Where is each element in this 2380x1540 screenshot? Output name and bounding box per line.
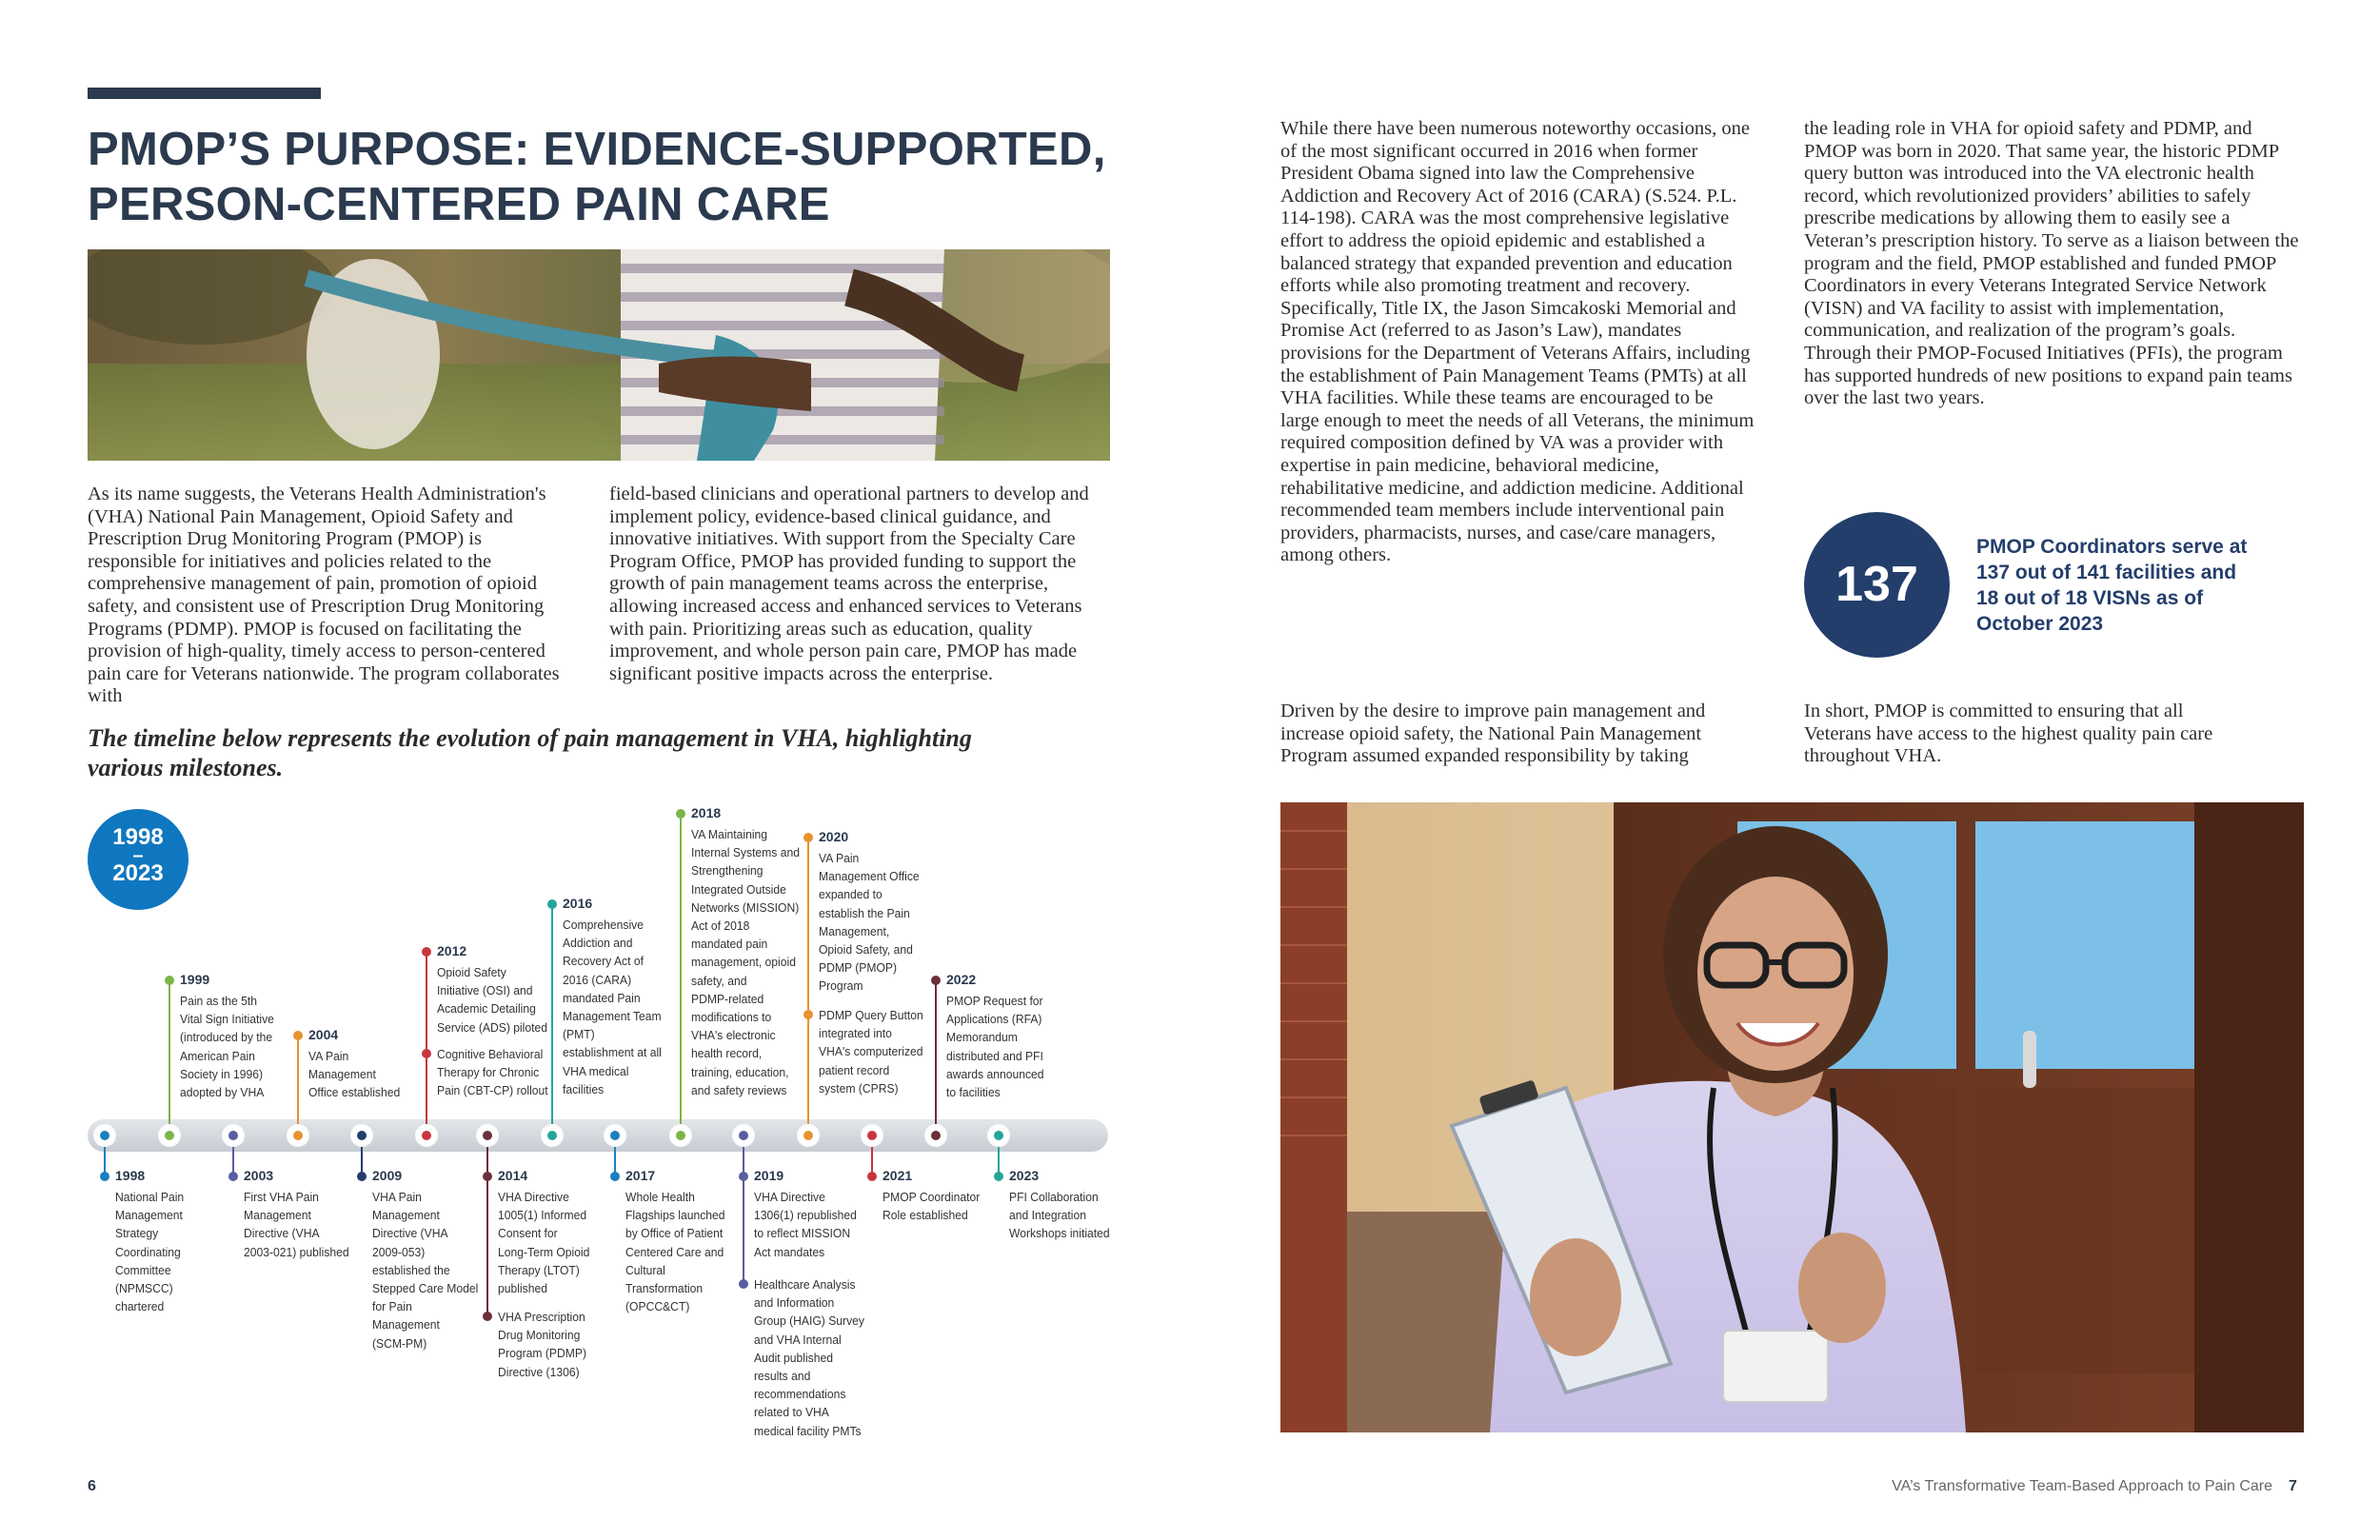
timeline-text-line: Addiction and	[563, 936, 633, 951]
timeline-text-line: Comprehensive	[563, 918, 644, 932]
timeline-text-line: American Pain	[180, 1048, 255, 1063]
timeline-text-line: distributed and PFI	[946, 1048, 1043, 1063]
timeline-text-line: National Pain	[115, 1190, 185, 1204]
timeline-text-line: Management	[115, 1208, 183, 1223]
timeline-text-line: Management	[372, 1317, 440, 1333]
timeline-text-line: Centered Care and	[625, 1244, 724, 1259]
timeline-text-line: system (CPRS)	[819, 1080, 899, 1096]
timeline-dot-center	[931, 1131, 941, 1140]
timeline-text-line: Workshops initiated	[1009, 1226, 1110, 1241]
timeline-text-line: Consent for	[498, 1226, 558, 1241]
timeline-event-extra-text	[754, 1275, 864, 1440]
timeline-text-line: VHA Pain	[372, 1190, 422, 1204]
right-column-2-bottom: In short, PMOP is committed to ensuring that all Veterans have access to the highest quality pain care throughout VHA.	[1804, 701, 2213, 767]
timeline-text-line: VA Pain	[308, 1049, 349, 1063]
timeline-dot-center	[165, 1131, 174, 1140]
timeline-text-line: 2003-021) published	[244, 1244, 349, 1259]
timeline-text-line: VHA Directive	[754, 1190, 825, 1204]
timeline-text-line: Management	[308, 1067, 376, 1082]
timeline-text-line: Memorandum	[946, 1030, 1018, 1045]
timeline-dot	[417, 1126, 436, 1145]
timeline-text-line: to reflect MISSION	[754, 1226, 851, 1241]
timeline-dot	[734, 1126, 753, 1145]
timeline-year: 2020	[819, 829, 849, 844]
timeline-text-line: VHA Prescription	[498, 1310, 585, 1324]
right-page-number: 7	[2289, 1478, 2297, 1494]
timeline-text-line: Cultural	[625, 1262, 665, 1277]
timeline-text-line: Role established	[883, 1208, 968, 1223]
timeline-text-line: 1306(1) republished	[754, 1208, 857, 1223]
timeline-text-line: Pain (CBT-CP) rollout	[437, 1083, 548, 1098]
timeline-range-badge: 1998 – 2023	[88, 809, 188, 910]
timeline-text-line: Opioid Safety	[437, 965, 506, 979]
timeline-text-line: and Integration	[1009, 1208, 1086, 1223]
timeline-text-line: PDMP-related	[691, 991, 764, 1006]
timeline-dot-center	[610, 1131, 620, 1140]
timeline-dot	[95, 1126, 114, 1145]
timeline-text-line: establish the Pain	[819, 905, 910, 920]
timeline-text-line: Therapy (LTOT)	[498, 1262, 580, 1277]
timeline-text-line: established the	[372, 1262, 450, 1277]
timeline-event-text	[498, 1188, 589, 1297]
timeline-text-line: 1005(1) Informed	[498, 1208, 587, 1223]
timeline-text-line: mandated Pain	[563, 990, 641, 1005]
timeline-event-text	[1009, 1188, 1110, 1243]
timeline-text-line: PMOP Request for	[946, 994, 1043, 1008]
timeline-sub-pin	[739, 1279, 748, 1289]
timeline-year: 2021	[883, 1168, 913, 1183]
timeline-text-line: facilities	[563, 1081, 605, 1096]
timeline-text-line: Directive (1306)	[498, 1364, 580, 1379]
timeline-dot-center	[422, 1131, 431, 1140]
timeline-text-line: Strategy	[115, 1226, 159, 1241]
timeline-text-line: PDMP (PMOP)	[819, 960, 898, 976]
timeline-dot	[605, 1126, 625, 1145]
timeline-text-line: safety, and	[691, 973, 747, 988]
timeline-dot	[799, 1126, 818, 1145]
timeline-year: 2014	[498, 1168, 528, 1183]
timeline-text-line: VA Pain	[819, 851, 860, 865]
timeline-year: 1998	[115, 1168, 146, 1183]
timeline-dot	[671, 1126, 690, 1145]
page-title-line1: PMOP’S PURPOSE: EVIDENCE-SUPPORTED,	[88, 124, 1106, 175]
timeline-dot-center	[293, 1131, 303, 1140]
timeline-text-line: 2016 (CARA)	[563, 972, 632, 987]
intro-column-1: As its name suggests, the Veterans Health Administration's (VHA) National Pain Management, Opioid Safety and Prescription Drug Monitoring Program (PMOP) is responsible for initiatives and policies related to the comprehensive management of pain, promotion of opioid safety, and consistent use of Prescription Drug Monitoring Programs (PDMP). PMOP is focused on facilitating the provision of high-quality, timely access to person-centered pain care for Veterans nationwide. The program collaborates with	[88, 484, 560, 707]
timeline-text-line: Management	[372, 1208, 440, 1223]
timeline-dot	[160, 1126, 179, 1145]
timeline-text-line: Whole Health	[625, 1190, 695, 1204]
timeline-text-line: Committee	[115, 1262, 171, 1277]
timeline-text-line: PMOP Coordinator	[883, 1190, 981, 1204]
timeline-sub-pin	[483, 1312, 492, 1321]
timeline-dot	[989, 1126, 1008, 1145]
timeline-text-line: VHA's computerized	[819, 1044, 923, 1059]
timeline-dot	[478, 1126, 497, 1145]
timeline-text-line: (SCM-PM)	[372, 1335, 427, 1351]
timeline-pin	[483, 1172, 492, 1181]
timeline-event-text	[437, 963, 547, 1037]
timeline-text-line: by Office of Patient	[625, 1226, 724, 1241]
timeline-text-line: mandated pain	[691, 937, 768, 952]
timeline-text-line: modifications to	[691, 1010, 772, 1025]
timeline-dot-center	[739, 1131, 748, 1140]
timeline-year: 2003	[244, 1168, 274, 1183]
timeline-dot	[224, 1126, 243, 1145]
timeline-text-line: Office established	[308, 1085, 401, 1100]
timeline-text-line: for Pain	[372, 1299, 412, 1314]
timeline-text-line: training, education,	[691, 1064, 789, 1079]
timeline-dot-center	[803, 1131, 813, 1140]
timeline-pin	[228, 1172, 238, 1181]
timeline-dot-center	[547, 1131, 557, 1140]
timeline-text-line: Drug Monitoring	[498, 1328, 581, 1343]
timeline-event-extra-text	[498, 1308, 586, 1381]
timeline-event-text	[883, 1188, 980, 1224]
stat-circle: 137	[1804, 512, 1950, 658]
timeline-text-line: and VHA Internal	[754, 1332, 842, 1347]
timeline-year: 2016	[563, 896, 593, 911]
timeline-text-line: Program (PDMP)	[498, 1346, 587, 1361]
timeline-pin	[739, 1172, 748, 1181]
timeline-year: 2023	[1009, 1168, 1040, 1183]
timeline-text-line: Service (ADS) piloted	[437, 1019, 547, 1035]
timeline-event-extra-text	[437, 1045, 548, 1100]
page-title-line2: PERSON-CENTERED PAIN CARE	[88, 179, 830, 230]
timeline-event-text	[180, 992, 274, 1101]
left-page-number: 6	[88, 1478, 96, 1494]
timeline-text-line: Pain as the 5th	[180, 994, 257, 1008]
intro-column-2: field-based clinicians and operational partners to develop and implement policy, evidence-based clinical guidance, and innovative initiatives. With support from the Specialty Care Program Office, PMOP has provided funding to support the growth of pain management teams across the enterprise, allowing increased access and enhanced services to Veterans with pain. Prioritizing areas such as education, quality improvement, and whole person pain care, PMOP has made significant positive impacts across the enterprise.	[609, 484, 1089, 684]
timeline-text-line: related to VHA	[754, 1405, 829, 1420]
timeline-event-text	[372, 1188, 478, 1352]
timeline-stem	[426, 952, 427, 1124]
timeline-pin	[422, 947, 431, 957]
timeline-year: 2019	[754, 1168, 784, 1183]
timeline-text-line: (OPCC&CT)	[625, 1299, 690, 1314]
footer-publication-title: VA’s Transformative Team-Based Approach to Pain Care	[1892, 1478, 2272, 1494]
timeline-text-line: integrated into	[819, 1026, 892, 1041]
timeline-text-line: (PMT)	[563, 1027, 595, 1042]
timeline-pin	[994, 1172, 1003, 1181]
timeline-pin	[676, 809, 685, 819]
timeline-stem	[551, 904, 553, 1124]
timeline-pin	[357, 1172, 367, 1181]
timeline-sub-pin	[422, 1049, 431, 1058]
timeline-text-line: VA Maintaining	[691, 827, 768, 841]
timeline-dot	[863, 1126, 882, 1145]
timeline-text-line: Act of 2018	[691, 918, 750, 934]
timeline-pin	[803, 833, 813, 842]
timeline-event-text	[244, 1188, 349, 1261]
timeline-text-line: Coordinating	[115, 1244, 181, 1259]
timeline-text-line: Networks (MISSION)	[691, 899, 800, 915]
timeline-text-line: First VHA Pain	[244, 1190, 319, 1204]
timeline-text-line: Applications (RFA)	[946, 1012, 1042, 1027]
timeline-dot-center	[483, 1131, 492, 1140]
timeline-event-text	[308, 1047, 400, 1102]
timeline-text-line: and Information	[754, 1295, 835, 1311]
timeline-text-line: Healthcare Analysis	[754, 1277, 856, 1292]
timeline-text-line: Society in 1996)	[180, 1066, 264, 1081]
timeline-text-line: results and	[754, 1369, 811, 1384]
right-column-1-top: While there have been numerous noteworthy occasions, one of the most significant occurred in 2016 when former President Obama signed into law the Comprehensive Addiction and Recovery Act of 2016 (CARA) (S.524. P.L. 114-198). CARA was the most comprehensive legislative effort to address the opioid epidemic and established a balanced strategy that expanded prevention and education efforts while also promoting treatment and recovery. Specifically, Title IX, the Jason Simcakoski Memorial and Promise Act (referred to as Jason’s Law), mandates provisions for the Department of Veterans Affairs, including the establishment of Pain Management Teams (PMTs) at all VHA facilities. While these teams are encouraged to be large enough to meet the needs of all Veterans, the minimum required composition defined by VA was a provider with expertise in pain medicine, behavioral medicine, rehabilitative medicine, and addiction medicine. Additional recommended team members include interventional pain providers, pharmacists, nurses, and case/care managers, among others.	[1280, 118, 1755, 566]
timeline-text-line: Directive (VHA	[372, 1226, 448, 1241]
timeline-text-line: adopted by VHA	[180, 1085, 265, 1100]
timeline-text-line: Flagships launched	[625, 1208, 725, 1223]
timeline-text-line: (introduced by the	[180, 1030, 273, 1045]
timeline-text-line: Management Team	[563, 1009, 662, 1024]
timeline-text-line: expanded to	[819, 887, 883, 902]
timeline-year: 2018	[691, 805, 722, 820]
timeline-pin	[293, 1031, 303, 1040]
timeline-dot	[288, 1126, 307, 1145]
stat-description: PMOP Coordinators serve at 137 out of 141 facilities and 18 out of 18 VISNs as of October 2023	[1976, 536, 2248, 635]
timeline-text-line: (NPMSCC)	[115, 1281, 173, 1296]
timeline-year: 2012	[437, 943, 467, 958]
timeline-text-line: PFI Collaboration	[1009, 1190, 1099, 1204]
timeline-text-line: Vital Sign Initiative	[180, 1012, 274, 1027]
timeline-pin	[867, 1172, 877, 1181]
timeline-text-line: recommendations	[754, 1387, 846, 1402]
timeline-year: 2017	[625, 1168, 656, 1183]
timeline-pin	[547, 899, 557, 909]
timeline-dot-center	[676, 1131, 685, 1140]
timeline-text-line: Long-Term Opioid	[498, 1244, 590, 1259]
timeline-text-line: establishment at all	[563, 1045, 662, 1060]
timeline-pin	[100, 1172, 109, 1181]
timeline-year: 2022	[946, 972, 977, 987]
timeline-text-line: Directive (VHA	[244, 1226, 320, 1241]
timeline-stem	[935, 980, 937, 1124]
smiling-woman-photo	[1280, 802, 2304, 1432]
timeline-text-line: PDMP Query Button	[819, 1008, 923, 1022]
timeline-dot	[543, 1126, 562, 1145]
timeline-stem	[169, 980, 170, 1124]
timeline-text-line: Cognitive Behavioral	[437, 1047, 544, 1061]
timeline-event-text	[563, 916, 662, 1098]
timeline-stem	[807, 838, 809, 1124]
timeline-stem	[680, 814, 682, 1124]
timeline-text-line: published	[498, 1281, 547, 1296]
timeline-text-line: patient record	[819, 1062, 890, 1077]
timeline-year: 1999	[180, 972, 210, 987]
timeline-text-line: and safety reviews	[691, 1082, 787, 1097]
timeline-text-line: Stepped Care Model	[372, 1281, 479, 1296]
timeline-text-line: Opioid Safety, and	[819, 942, 913, 958]
timeline-text-line: chartered	[115, 1299, 165, 1314]
timeline-stem	[743, 1147, 744, 1284]
timeline-dot-center	[994, 1131, 1003, 1140]
timeline-dot-center	[100, 1131, 109, 1140]
timeline-text-line: Management Office	[819, 869, 920, 884]
timeline-dot-center	[357, 1131, 367, 1140]
timeline-year: 2004	[308, 1027, 339, 1042]
timeline-event-text	[754, 1188, 857, 1261]
timeline-event-text	[691, 825, 800, 1099]
timeline-intro: The timeline below represents the evolution of pain management in VHA, highlighting various milestones.	[88, 724, 972, 781]
timeline-pin	[931, 976, 941, 985]
timeline-text-line: Transformation	[625, 1281, 704, 1296]
timeline-pin	[165, 976, 174, 985]
timeline	[0, 0, 1142, 1485]
timeline-event-text	[625, 1188, 725, 1315]
timeline-event-extra-text	[819, 1006, 923, 1097]
timeline-text-line: VHA Directive	[498, 1190, 569, 1204]
timeline-text-line: Act mandates	[754, 1244, 825, 1259]
timeline-text-line: Management	[244, 1208, 311, 1223]
timeline-dot-center	[867, 1131, 877, 1140]
timeline-text-line: to facilities	[946, 1085, 1001, 1100]
timeline-text-line: Audit published	[754, 1350, 833, 1365]
timeline-text-line: VHA medical	[563, 1063, 629, 1078]
timeline-stem	[297, 1036, 299, 1124]
timeline-event-text	[115, 1188, 184, 1315]
timeline-event-text	[819, 849, 920, 996]
timeline-dot	[352, 1126, 371, 1145]
timeline-text-line: Management,	[819, 923, 890, 938]
timeline-dot	[926, 1126, 945, 1145]
timeline-text-line: medical facility PMTs	[754, 1423, 862, 1438]
timeline-text-line: Recovery Act of	[563, 954, 644, 969]
timeline-text-line: awards announced	[946, 1066, 1044, 1081]
timeline-pin	[610, 1172, 620, 1181]
timeline-dot-center	[228, 1131, 238, 1140]
timeline-sub-pin	[803, 1010, 813, 1019]
timeline-text-line: VHA's electronic	[691, 1028, 776, 1043]
timeline-text-line: management, opioid	[691, 955, 796, 970]
timeline-text-line: Strengthening	[691, 863, 764, 879]
right-column-2-top: the leading role in VHA for opioid safety and PDMP, and PMOP was born in 2020. That same year, the historic PDMP query button was introduced into the VA electronic health record, which revolutionized providers’ abilities to safely prescribe medications by allowing them to easily see a Veteran’s prescription history. To serve as a liaison between the program and the field, PMOP established and funded PMOP Coordinators in every Veterans Integrated Service Network (VISN) and VA facility to assist with implementation, communication, and realization of the program’s goals. Through their PMOP-Focused Initiatives (PFIs), the program has supported hundreds of new positions to expand pain teams over the last two years.	[1804, 118, 2299, 409]
timeline-year: 2009	[372, 1168, 403, 1183]
timeline-text-line: Academic Detailing	[437, 1001, 536, 1017]
timeline-event-text	[946, 992, 1044, 1101]
timeline-text-line: Program	[819, 978, 863, 994]
timeline-text-line: 2009-053)	[372, 1244, 426, 1259]
timeline-text-line: Initiative (OSI) and	[437, 983, 533, 998]
right-column-1-bottom: Driven by the desire to improve pain management and increase opioid safety, the National Pain Management Program assumed expanded responsibility by taking	[1280, 701, 1706, 767]
timeline-text-line: health record,	[691, 1046, 763, 1061]
timeline-text-line: Therapy for Chronic	[437, 1065, 540, 1080]
timeline-text-line: Integrated Outside	[691, 881, 786, 897]
timeline-text-line: Group (HAIG) Survey	[754, 1313, 864, 1329]
timeline-text-line: Internal Systems and	[691, 845, 800, 860]
